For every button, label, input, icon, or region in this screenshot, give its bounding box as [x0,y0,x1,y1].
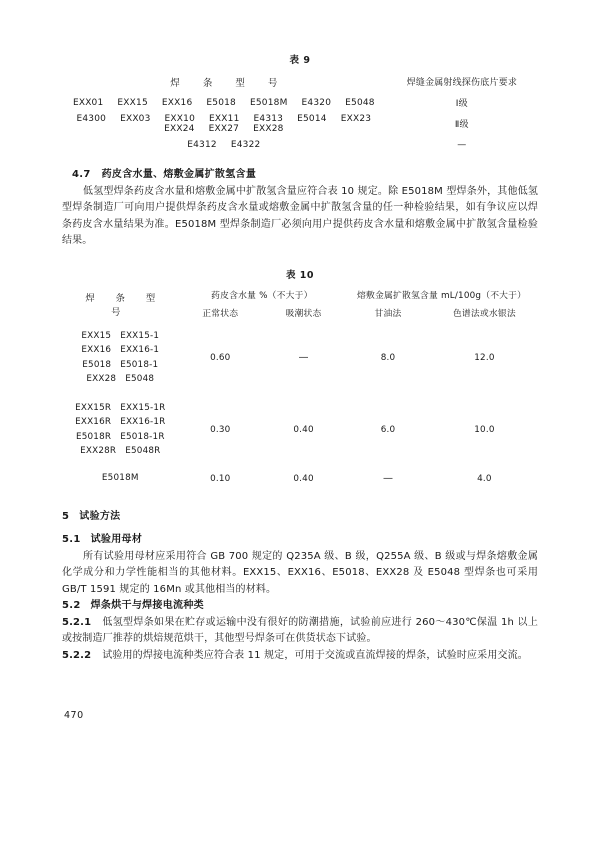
code-cell: EXX10 [164,113,196,124]
table9-row1-grade: Ⅱ级 [454,120,469,130]
table10-row0-glycerin: 8.0 [380,352,396,363]
table10-row1-glycerin: 6.0 [380,424,396,435]
paragraph-5-2-2-body: 试验用的焊接电流种类应符合表 11 规定，可用于交流或直流焊接的焊条，试验时应采用交流。 [102,649,528,661]
code-cell: EXX03 [120,113,151,124]
table10-header-chroma: 色谱法或水银法 [452,309,516,319]
heading-5 [62,509,538,526]
code-cell: EXX23 [340,113,372,124]
paragraph-5-2-2 [62,648,538,665]
table10-row2-types [62,466,179,492]
table10-header-normal: 正常状态 [202,309,239,319]
paragraph-5-2-1 [62,615,538,648]
code-cell: E4313 [253,113,284,124]
table9 [62,71,538,155]
table10-row1-damp: 0.40 [293,424,314,435]
heading-5-title: 试验方法 [79,510,121,522]
type-line: EXX28 E5048 [86,374,155,384]
code-cell: E5014 [297,113,327,124]
table10-row2-chroma: 4.0 [477,473,492,484]
table9-row0-codes [62,92,386,113]
heading-5-1-title: 试验用母材 [90,534,143,545]
type-line: E5018 E5018-1 [82,359,159,370]
heading-5-2-1-number: 5.2.1 [62,616,92,628]
table-row [62,113,538,134]
code-cell: E4312 [187,139,217,150]
code-cell: E4322 [230,139,261,150]
type-line: E5018R E5018-1R [75,431,165,442]
heading-5-1-number: 5.1 [62,534,81,545]
type-line: EXX16R EXX16-1R [75,417,166,427]
table-row [62,466,538,492]
type-line: EXX15 EXX15-1 [81,330,160,341]
table9-header-row [62,71,538,92]
heading-5-number: 5 [62,510,70,522]
table-row [62,322,538,394]
code-cell: EXX16 [161,97,193,108]
paragraph-4-7: 低氢型焊条药皮含水量和熔敷金属中扩散氢含量应符合表 10 规定。除 E5018M 型焊条外，其他低氢型焊条制造厂可向用户提供焊条药皮含水量或熔敷金属中扩散氢含量的任一种检验结果，如有争议应以焊条药皮含水量结果为准。E5018M 型焊条制造厂必须向用户提供药皮含水量和熔敷金属中扩散氢含量检验结果。 [62,185,538,246]
table9-row2-codes [62,134,386,155]
table9-header-type: 焊 条 型 号 [170,77,288,89]
code-cell: E5048 [345,97,375,108]
table9-row1-codes [62,113,386,134]
heading-4-7-number: 4.7 [72,169,91,180]
paragraph-5-1: 所有试验用母材应采用符合 GB 700 规定的 Q235A 级、B 级，Q255A 级、B 级或与焊条熔敷金属化学成分和力学性能相当的其他材料。EXX15、EXX16、E5018、EXX28 及 E5048 型焊条也可采用 GB/T 1591 规定的 16Mn 或其他相当的材料。 [62,550,538,595]
code-cell: E5018 [206,97,236,108]
table10-header-hydrogen: 熔敷金属扩散氢含量 mL/100g（不大于） [357,291,527,301]
page-number: 470 [64,710,84,721]
code-cell: E5018M [249,97,288,108]
type-line: E5018M [101,473,139,484]
heading-5-2-2-number: 5.2.2 [62,649,92,661]
table-row [62,134,538,155]
table10-row2-normal: 0.10 [210,473,231,484]
table10-header-group-row [62,286,538,304]
type-line: EXX28R E5048R [80,446,161,456]
heading-5-2-title: 焊条烘干与焊接电流种类 [90,600,204,611]
type-line: EXX16 EXX16-1 [81,345,160,355]
table-row [62,394,538,466]
type-line: EXX15R EXX15-1R [75,402,166,413]
table10-row2-glycerin: — [382,473,394,484]
code-cell: EXX27 [208,123,240,134]
table10-row1-normal: 0.30 [210,424,231,435]
table10-row0-types [62,322,179,394]
page-content [62,52,538,664]
code-cell: EXX28 [253,123,284,134]
table10-header-type: 焊 条 型 号 [85,292,165,318]
code-cell: EXX24 [164,123,195,134]
code-cell: E4320 [301,97,332,108]
table10-row1-types [62,394,179,466]
paragraph-5-2-1-body: 低氢型焊条如果在贮存或运输中没有很好的防潮措施，试验前应进行 260～430℃保温 1h 以上或按制造厂推荐的烘焙规范烘干，其他型号焊条可在供货状态下试验。 [62,616,538,644]
heading-5-1 [62,532,538,549]
code-cell: E4300 [76,113,107,124]
table-row [62,92,538,113]
table10-header-glycerin: 甘油法 [374,309,402,319]
table10-row2-damp: 0.40 [293,473,314,484]
table10-header-moisture: 药皮含水量 %（不大于） [211,291,313,301]
heading-5-2 [62,598,538,615]
code-cell: EXX11 [209,113,240,124]
code-cell: EXX15 [117,97,148,108]
table10-row0-normal: 0.60 [210,352,231,363]
table10-header-damp: 吸潮状态 [285,309,322,319]
table9-header-requirement: 焊缝金属射线探伤底片要求 [406,78,518,88]
heading-5-2-number: 5.2 [62,600,81,611]
table10-caption: 表 10 [285,269,315,281]
heading-4-7 [62,167,538,184]
table10-row0-damp: — [298,352,309,363]
heading-4-7-title: 药皮含水量、熔敷金属扩散氢含量 [101,169,257,180]
table10 [62,286,538,492]
table9-row0-grade: Ⅰ级 [455,99,468,109]
code-cell: EXX01 [72,97,104,108]
table9-caption: 表 9 [289,55,311,66]
table10-row0-chroma: 12.0 [474,352,495,363]
table9-row2-grade: — [457,139,467,150]
table10-row1-chroma: 10.0 [474,424,495,435]
